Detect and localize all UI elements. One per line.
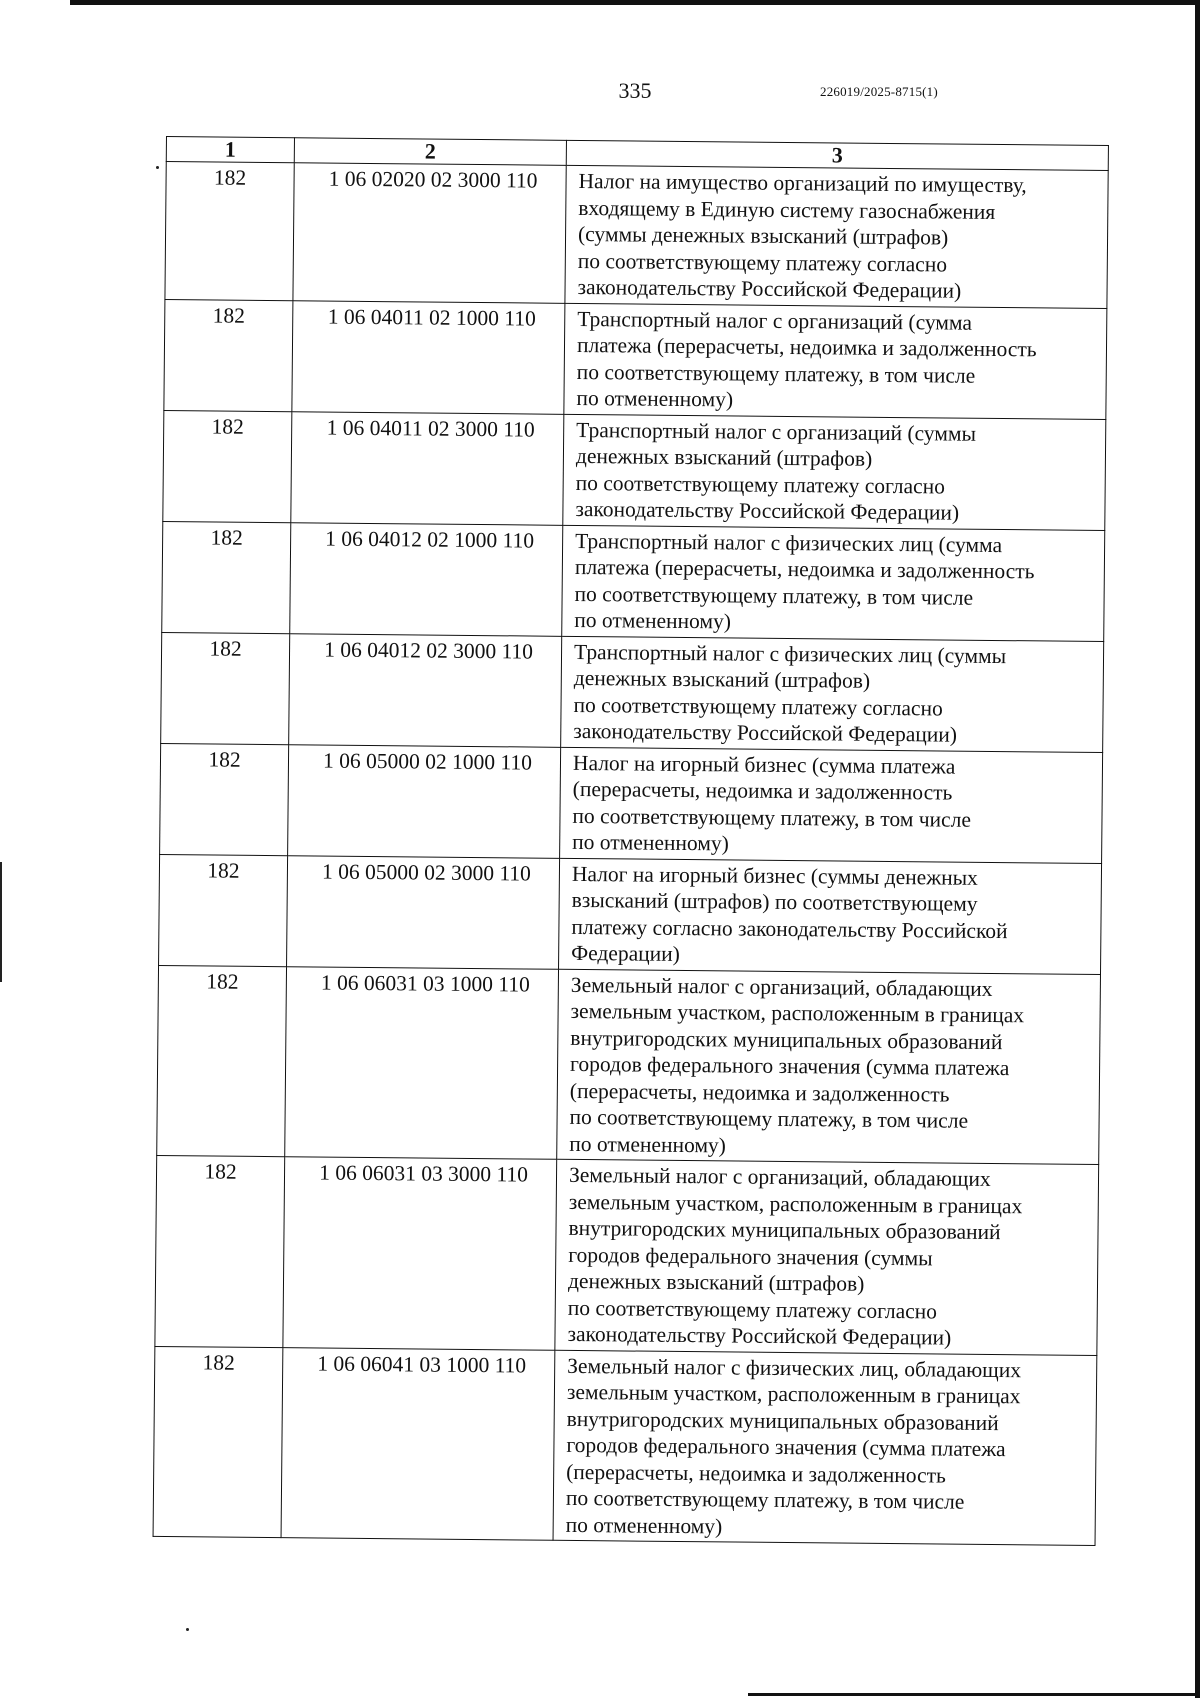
- scan-speck: [156, 166, 159, 169]
- revenue-codes-table: [153, 136, 1109, 1546]
- revenue-name-cell: Транспортный налог с организаций (сумма платежа (перерасчеты, недоимка и задолженность по соответствующему платежу, в том числе по отмененному): [564, 303, 1107, 419]
- table-row: [162, 521, 1105, 641]
- table-row: [164, 299, 1107, 419]
- table-row: [163, 410, 1106, 530]
- table-row: [161, 632, 1104, 752]
- kbk-code-cell: 1 06 04012 02 3000 110: [289, 633, 562, 747]
- admin-code-cell: 182: [165, 162, 294, 301]
- revenue-name-cell: Земельный налог с организаций, обладающих земельным участком, расположенным в границах внутригородских муниципальных образований городов федерального значения (суммы денежных взысканий (штрафов) по соответствующему платежу согласно законодательству Российской Федерации): [555, 1159, 1099, 1355]
- revenue-name-cell: Налог на имущество организаций по имуществу, входящему в Единую систему газоснабжения (суммы денежных взысканий (штрафов) по соответствующему платежу согласно законодательству Российской Федерации): [565, 165, 1108, 308]
- table-row: [160, 743, 1103, 863]
- kbk-code-cell: 1 06 05000 02 3000 110: [287, 855, 560, 969]
- admin-code-cell: 182: [162, 521, 291, 633]
- admin-code-cell: 182: [160, 743, 289, 855]
- kbk-code-cell: 1 06 04012 02 1000 110: [290, 522, 563, 636]
- page-number: 335: [618, 78, 652, 103]
- column-header-2: 2: [294, 138, 566, 166]
- revenue-name-cell: Земельный налог с организаций, обладающих земельным участком, расположенным в границах внутригородских муниципальных образований городов федерального значения (сумма платежа (перерасчеты, недоимка и задолженность по соответствующему платежу, в том числе по отмененному): [557, 969, 1101, 1165]
- kbk-code-cell: 1 06 04011 02 3000 110: [291, 411, 564, 525]
- kbk-code-cell: 1 06 02020 02 3000 110: [293, 163, 566, 303]
- scan-edge-mark: [0, 862, 2, 982]
- admin-code-cell: 182: [159, 854, 288, 966]
- table-row: [165, 162, 1108, 309]
- column-header-3: 3: [566, 140, 1108, 170]
- column-header-1: 1: [166, 137, 294, 163]
- table-row: [157, 965, 1101, 1165]
- table-container: [153, 136, 1108, 1546]
- admin-code-cell: 182: [153, 1346, 283, 1538]
- revenue-name-cell: Налог на игорный бизнес (сумма платежа (перерасчеты, недоимка и задолженность по соответствующему платежу, в том числе по отмененному): [560, 747, 1103, 863]
- kbk-code-cell: 1 06 06041 03 1000 110: [281, 1347, 555, 1540]
- revenue-name-cell: Налог на игорный бизнес (суммы денежных взысканий (штрафов) по соответствующему платежу согласно законодательству Российской Федерации): [559, 858, 1102, 974]
- kbk-code-cell: 1 06 06031 03 1000 110: [285, 966, 559, 1159]
- admin-code-cell: 182: [161, 632, 290, 744]
- admin-code-cell: 182: [155, 1155, 285, 1347]
- kbk-code-cell: 1 06 06031 03 3000 110: [283, 1157, 557, 1350]
- table-row: [153, 1346, 1097, 1546]
- revenue-name-cell: Земельный налог с физических лиц, обладающих земельным участком, расположенным в границах внутригородских муниципальных образований городов федерального значения (сумма платежа (перерасчеты, недоимка и задолженность по соответствующему платежу, в том числе по отмененному): [553, 1350, 1097, 1546]
- admin-code-cell: 182: [163, 410, 292, 522]
- document-code: 226019/2025-8715(1): [820, 84, 938, 99]
- admin-code-cell: 182: [164, 299, 293, 411]
- admin-code-cell: 182: [157, 965, 287, 1157]
- scan-border-right: [1195, 0, 1200, 1698]
- table-row: [155, 1155, 1099, 1355]
- revenue-name-cell: Транспортный налог с физических лиц (сумма платежа (перерасчеты, недоимка и задолженность по соответствующему платежу, в том числе по отмененному): [562, 525, 1105, 641]
- kbk-code-cell: 1 06 04011 02 1000 110: [292, 300, 565, 414]
- revenue-name-cell: Транспортный налог с физических лиц (суммы денежных взысканий (штрафов) по соответствующему платежу согласно законодательству Российской Федерации): [561, 636, 1104, 752]
- table-row: [159, 854, 1102, 974]
- revenue-name-cell: Транспортный налог с организаций (суммы денежных взысканий (штрафов) по соответствующему платежу согласно законодательству Российской Федерации): [563, 414, 1106, 530]
- scan-speck: [186, 1628, 189, 1631]
- kbk-code-cell: 1 06 05000 02 1000 110: [288, 744, 561, 858]
- scan-border-bottom: [748, 1693, 1200, 1696]
- scan-border-top: [70, 0, 1200, 5]
